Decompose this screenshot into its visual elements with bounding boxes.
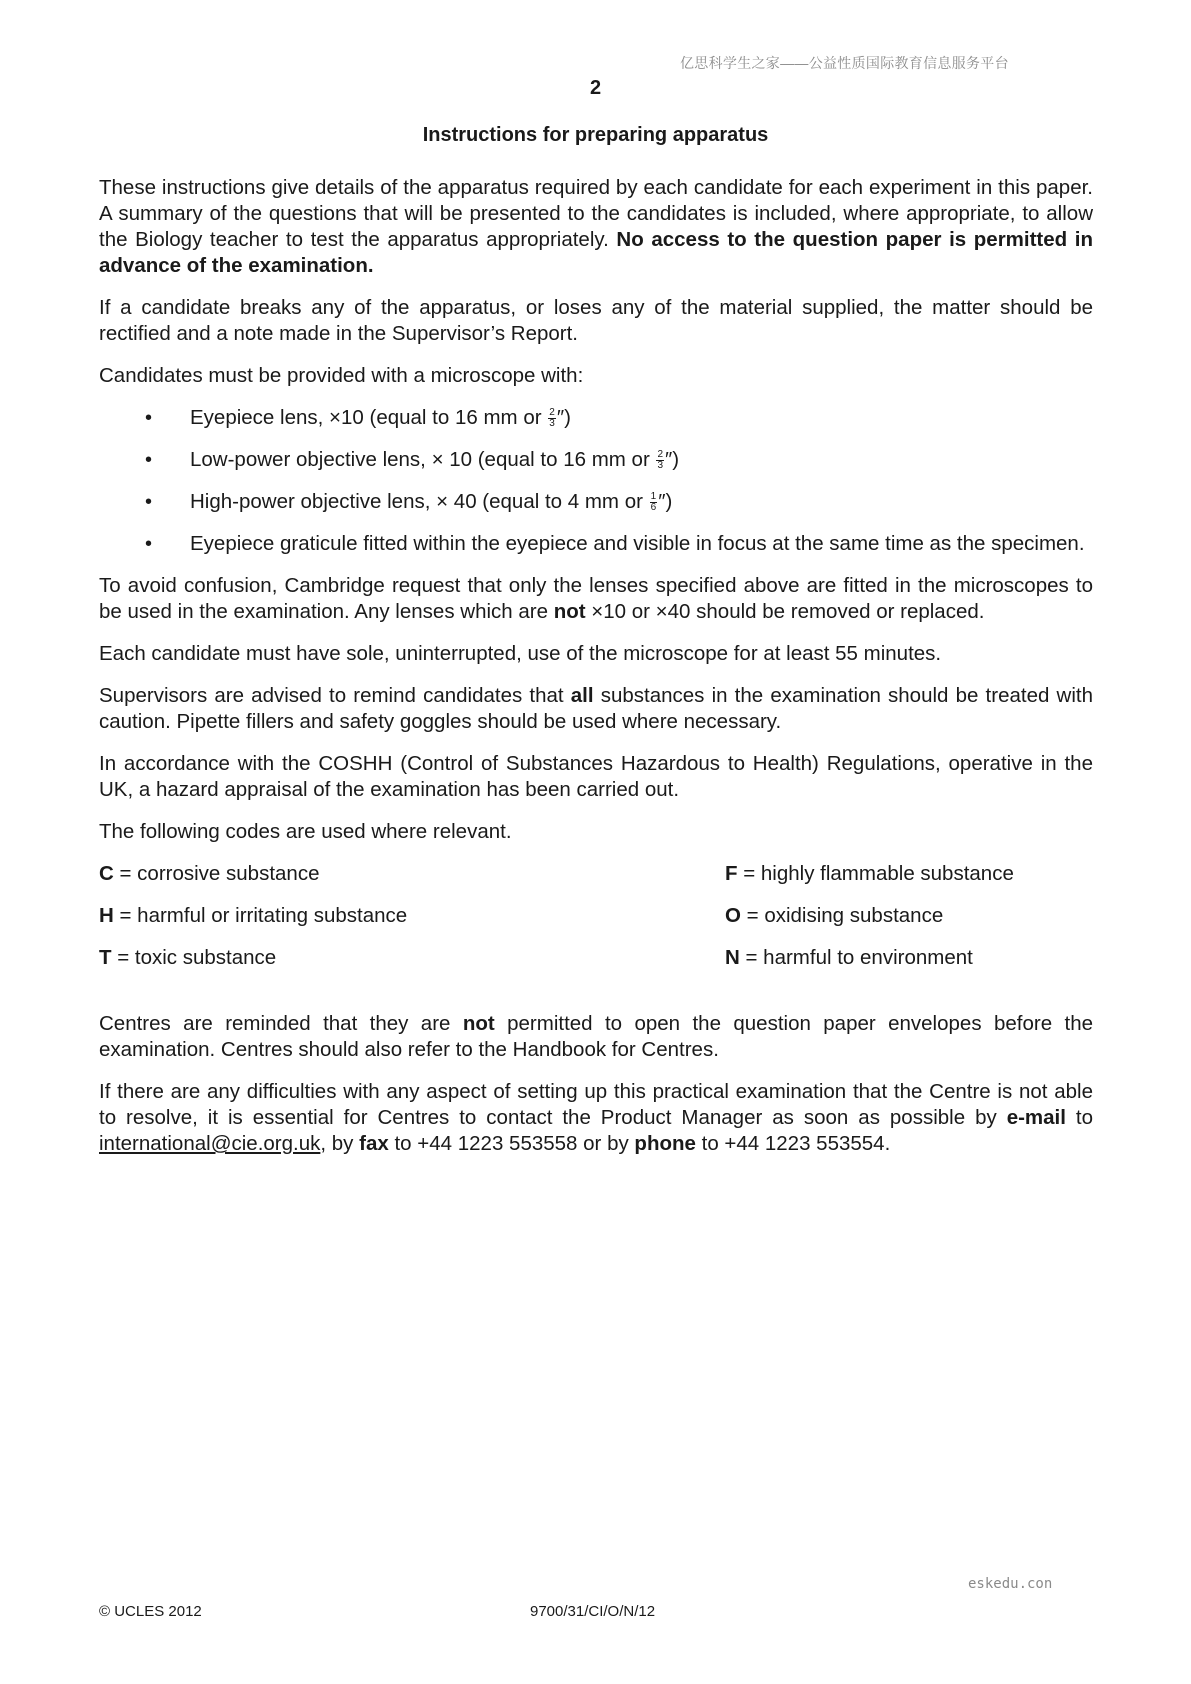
list-item-end: ″) [556,406,571,429]
contact-connector: , by [320,1132,360,1155]
paragraph-lenses [99,573,1093,625]
hazard-code: O [725,904,741,927]
fraction-numerator: 2 [657,449,664,461]
list-item-text: Eyepiece graticule fitted within the eyepiece and visible in focus at the same time as the specimen. [190,532,1085,555]
hazard-code: C [99,862,114,885]
contact-connector: to [1065,1106,1093,1129]
paragraph-envelopes-text: Centres are reminded that they are [99,1012,463,1035]
paragraph-safety-text: Supervisors are advised to remind candidates that [99,684,571,707]
watermark-bottom: eskedu.con [968,1576,1053,1592]
paragraph-safety-text-end: substances in the examination should be treated with caution. Pipette fillers and safety goggles should be used where necessary. [99,684,1093,733]
fraction [656,450,664,471]
hazard-codes-grid [99,861,1093,971]
hazard-code-description: = harmful or irritating substance [113,904,408,927]
hazard-code: F [725,862,738,885]
paragraph-lenses-text-end: ×10 or ×40 should be removed or replaced. [585,600,985,623]
emphasis-not: not [553,600,586,623]
list-item-text: Eyepiece lens, ×10 (equal to 16 mm or [190,406,548,429]
hazard-code-item [99,945,725,971]
emphasis-not: not [462,1012,495,1035]
paragraph-envelopes [99,1011,1093,1063]
microscope-requirements-list [99,405,1093,557]
hazard-code-description: = harmful to environment [739,946,973,969]
hazard-code: T [99,946,112,969]
emphasis-all: all [570,684,594,707]
paragraph-intro-bold: No access to the question paper is permitted in advance of the examination. [99,228,1093,277]
list-item [99,489,1093,515]
paragraph-microscope-time: Each candidate must have sole, uninterrupted, use of the microscope for at least 55 minutes. [99,642,942,665]
paragraph-intro-text: These instructions give details of the apparatus required by each candidate for each experiment in this paper. A summary of the questions that will be presented to the candidates is included, where appropriate, to allow the Biology teacher to test the apparatus appropriately. [99,176,1093,251]
paragraph-lenses-text: To avoid confusion, Cambridge request that only the lenses specified above are fitted in the microscopes to be used in the examination. Any lenses which are [99,574,1093,623]
paragraph-envelopes-text-end: permitted to open the question paper envelopes before the examination. Centres should also refer to the Handbook for Centres. [99,1012,1093,1061]
paragraph-contact [99,1079,1093,1157]
fraction-denominator: 3 [549,418,555,430]
paragraph-codes-intro: The following codes are used where relevant. [99,820,512,843]
fax-label: fax [359,1132,389,1155]
email-link[interactable]: international@cie.org.uk [99,1132,321,1155]
fraction-numerator: 2 [549,407,555,419]
fax-number: to +44 1223 553558 or by [388,1132,635,1155]
list-item [99,531,1093,557]
paragraph-breakage: If a candidate breaks any of the apparatus, or loses any of the material supplied, the matter should be rectified and a note made in the Supervisor’s Report. [99,296,1093,345]
paragraph-coshh: In accordance with the COSHH (Control of Substances Hazardous to Health) Regulations, operative in the UK, a hazard appraisal of the examination has been carried out. [99,752,1093,801]
page-number: 2 [589,77,602,99]
fraction-denominator: 3 [657,460,664,472]
list-item-end: ″) [658,490,673,513]
list-item-text: High-power objective lens, × 40 (equal to 4 mm or [190,490,649,513]
paragraph-safety [99,683,1093,735]
hazard-code-item [725,861,1093,887]
footer-paper-code: 9700/31/CI/O/N/12 [530,1603,656,1620]
list-item-text: Low-power objective lens, × 10 (equal to 16 mm or [190,448,656,471]
paragraph-microscope-intro: Candidates must be provided with a microscope with: [99,364,584,387]
hazard-code-description: = toxic substance [111,946,277,969]
page-title: Instructions for preparing apparatus [422,124,769,146]
email-label: e-mail [1006,1106,1066,1129]
hazard-code-item [99,861,725,887]
phone-label: phone [634,1132,696,1155]
list-item-end: ″) [665,448,680,471]
hazard-code: H [99,904,114,927]
hazard-code-item [99,903,725,929]
paragraph-intro [99,175,1093,279]
phone-number: to +44 1223 553554. [695,1132,891,1155]
list-item [99,405,1093,431]
hazard-code-description: = corrosive substance [113,862,320,885]
footer-copyright: © UCLES 2012 [99,1603,202,1620]
paragraph-contact-text: If there are any difficulties with any aspect of setting up this practical examination that the Centre is not able to resolve, it is essential for Centres to contact the Product Manager as soon as possible by [99,1080,1093,1129]
fraction [650,492,658,513]
hazard-code-item [725,903,1093,929]
fraction [548,408,556,429]
fraction-numerator: 1 [650,491,657,503]
hazard-code-description: = highly flammable substance [737,862,1014,885]
hazard-code-item [725,945,1093,971]
watermark-top: 亿思科学生之家——公益性质国际教育信息服务平台 [680,55,1009,71]
document-body [99,175,1093,1173]
list-item [99,447,1093,473]
hazard-code-description: = oxidising substance [740,904,944,927]
hazard-code: N [725,946,740,969]
fraction-denominator: 6 [650,502,657,514]
